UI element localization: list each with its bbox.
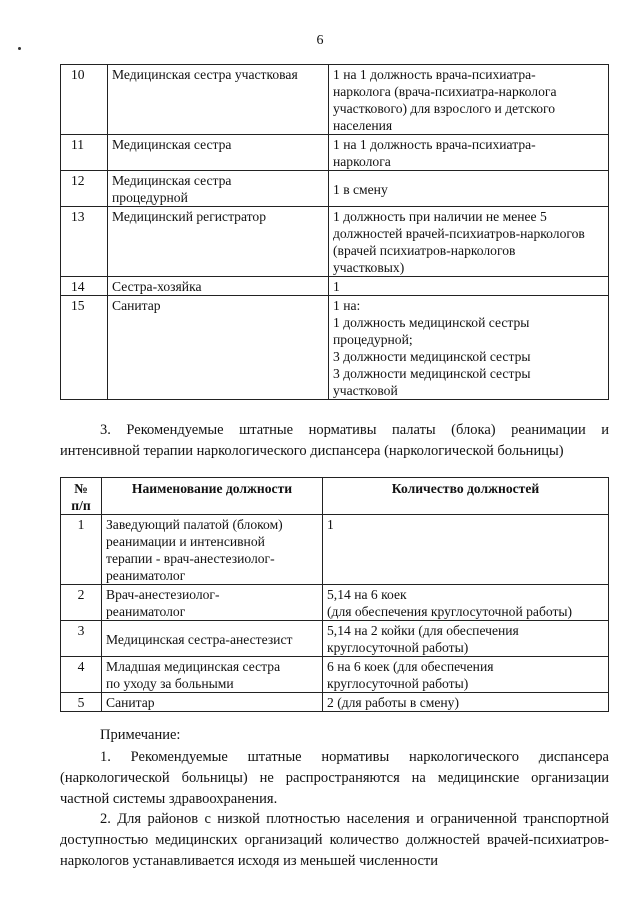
position-quantity: 5,14 на 2 койки (для обеспечения круглосуточной работы) xyxy=(323,621,609,657)
table-row xyxy=(61,296,609,400)
section-3-heading: 3. Рекомендуемые штатные нормативы палаты (блока) реанимации и интенсивной терапии наркологического диспансера (наркологической больницы) xyxy=(60,422,609,459)
column-header-position: Наименование должности xyxy=(102,478,323,515)
table-row xyxy=(61,171,609,207)
row-number: 5 xyxy=(61,693,102,712)
position-quantity: 1 xyxy=(329,277,609,296)
position-name: Младшая медицинская сестра по уходу за больными xyxy=(102,657,323,693)
row-number: 14 xyxy=(61,277,108,296)
table-row xyxy=(61,621,609,657)
table-row xyxy=(61,65,609,135)
position-quantity: 1 на 1 должность врача-психиатра- нарколога (врача-психиатра-нарколога участкового) для взрослого и детского населения xyxy=(329,65,609,135)
position-name: Санитар xyxy=(108,296,329,400)
position-name: Заведующий палатой (блоком) реанимации и интенсивной терапии - врач-анестезиолог- реаниматолог xyxy=(102,515,323,585)
staffing-table-continued xyxy=(60,64,609,400)
position-name: Врач-анестезиолог- реаниматолог xyxy=(102,585,323,621)
position-name: Санитар xyxy=(102,693,323,712)
table-row xyxy=(61,585,609,621)
table-row xyxy=(61,135,609,171)
position-name: Медицинская сестра xyxy=(108,135,329,171)
row-number: 12 xyxy=(61,171,108,207)
column-header-number: № п/п xyxy=(61,478,102,515)
row-number: 2 xyxy=(61,585,102,621)
column-header-quantity: Количество должностей xyxy=(323,478,609,515)
note-1: 1. Рекомендуемые штатные нормативы наркологического диспансера (наркологической больницы) не распространяются на медицинские организации частной системы здравоохранения. xyxy=(60,749,609,807)
position-quantity: 5,14 на 6 коек (для обеспечения круглосуточной работы) xyxy=(323,585,609,621)
position-quantity: 2 (для работы в смену) xyxy=(323,693,609,712)
position-quantity: 1 в смену xyxy=(329,171,609,207)
row-number: 11 xyxy=(61,135,108,171)
position-quantity: 1 должность при наличии не менее 5 должностей врачей-психиатров-наркологов (врачей психиатров-наркологов участковых) xyxy=(329,207,609,277)
position-quantity: 1 xyxy=(323,515,609,585)
table-row xyxy=(61,693,609,712)
table-row xyxy=(61,515,609,585)
position-name: Сестра-хозяйка xyxy=(108,277,329,296)
page-number: 6 xyxy=(316,33,324,48)
icu-staffing-table xyxy=(60,477,609,712)
row-number: 3 xyxy=(61,621,102,657)
table-row xyxy=(61,207,609,277)
row-number: 4 xyxy=(61,657,102,693)
position-name: Медицинский регистратор xyxy=(108,207,329,277)
table-row xyxy=(61,657,609,693)
position-quantity: 6 на 6 коек (для обеспечения круглосуточной работы) xyxy=(323,657,609,693)
position-quantity: 1 на: 1 должность медицинской сестры процедурной; 3 должности медицинской сестры 3 должности медицинской сестры участковой xyxy=(329,296,609,400)
table-header-row xyxy=(61,478,609,515)
position-name: Медицинская сестра-анестезист xyxy=(102,621,323,657)
note-2: 2. Для районов с низкой плотностью населения и ограниченной транспортной доступностью медицинских организаций количество должностей врачей-психиатров-наркологов устанавливается исходя из меньшей численности xyxy=(60,811,609,869)
position-name: Медицинская сестра участковая xyxy=(108,65,329,135)
row-number: 13 xyxy=(61,207,108,277)
notes-title: Примечание: xyxy=(100,727,181,743)
row-number: 10 xyxy=(61,65,108,135)
position-quantity: 1 на 1 должность врача-психиатра- нарколога xyxy=(329,135,609,171)
table-row xyxy=(61,277,609,296)
row-number: 1 xyxy=(61,515,102,585)
position-name: Медицинская сестра процедурной xyxy=(108,171,329,207)
row-number: 15 xyxy=(61,296,108,400)
